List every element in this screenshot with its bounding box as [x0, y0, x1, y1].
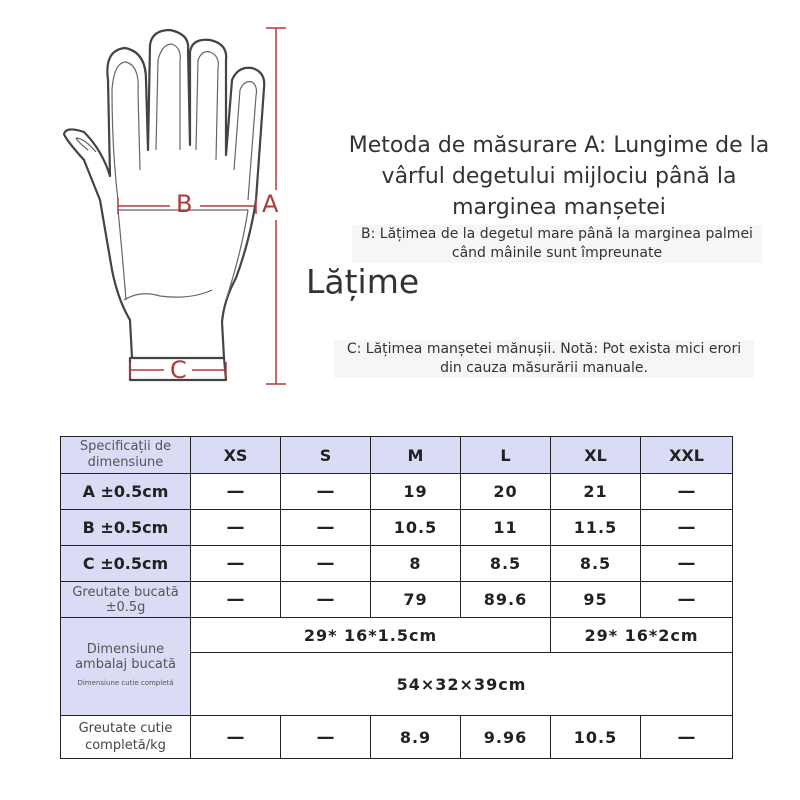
header-size: S: [281, 437, 371, 474]
cell-value: —: [191, 546, 281, 582]
header-size: L: [461, 437, 551, 474]
table-row: [61, 618, 733, 653]
cell-value: 29* 16*1.5cm: [191, 618, 551, 653]
table-header-row: [61, 437, 733, 474]
row-sublabel: Dimensiune cutie completă: [77, 679, 174, 687]
cell-value: 89.6: [461, 582, 551, 618]
header-size: XS: [191, 437, 281, 474]
row-label: Greutate cutie completă/kg: [61, 716, 191, 759]
cell-value: 8.5: [461, 546, 551, 582]
cell-value: —: [191, 510, 281, 546]
cell-value: —: [641, 716, 733, 759]
cell-value: —: [281, 510, 371, 546]
cell-value: 8.5: [551, 546, 641, 582]
width-heading: Lățime: [306, 262, 420, 301]
row-label: Greutate bucată ±0.5g: [61, 582, 191, 618]
cell-value: 11: [461, 510, 551, 546]
cell-value: —: [281, 546, 371, 582]
cell-value: 29* 16*2cm: [551, 618, 733, 653]
cell-value: 54×32×39cm: [191, 653, 733, 716]
table-row: [61, 474, 733, 510]
cell-value: —: [641, 510, 733, 546]
cell-value: —: [191, 582, 281, 618]
cell-value: 20: [461, 474, 551, 510]
cell-value: —: [641, 582, 733, 618]
method-a-text: Metoda de măsurare A: Lungime de la vârful degetului mijlociu până la marginea manșetei: [348, 133, 770, 220]
cell-value: —: [281, 582, 371, 618]
cell-value: —: [641, 474, 733, 510]
cell-value: 10.5: [551, 716, 641, 759]
cell-value: 10.5: [371, 510, 461, 546]
header-spec-label: Specificații de dimensiune: [61, 437, 191, 474]
cell-value: 8.9: [371, 716, 461, 759]
cell-value: 11.5: [551, 510, 641, 546]
size-spec-table: [60, 436, 733, 759]
cell-value: —: [641, 546, 733, 582]
row-label: A ±0.5cm: [61, 474, 191, 510]
table-row: [61, 510, 733, 546]
dimension-a-label: A: [262, 190, 279, 218]
table-row: [61, 716, 733, 759]
cell-value: 79: [371, 582, 461, 618]
table-row: [61, 546, 733, 582]
dimension-c-label: C: [170, 356, 187, 384]
cell-value: —: [281, 474, 371, 510]
dimension-b-label: B: [176, 190, 193, 218]
note-b-text: B: Lățimea de la degetul mare până la marginea palmei când mâinile sunt împreunate: [352, 225, 762, 263]
note-c-text: C: Lățimea manșetei mănușii. Notă: Pot exista mici erori din cauza măsurării manuale.: [334, 340, 754, 378]
cell-value: 19: [371, 474, 461, 510]
cell-value: —: [191, 474, 281, 510]
cell-value: 9.96: [461, 716, 551, 759]
header-size: M: [371, 437, 461, 474]
cell-value: —: [281, 716, 371, 759]
row-label: B ±0.5cm: [61, 510, 191, 546]
header-size: XL: [551, 437, 641, 474]
table-row: [61, 582, 733, 618]
header-size: XXL: [641, 437, 733, 474]
row-label: Dimensiune ambalaj bucată: [75, 642, 176, 672]
cell-value: 8: [371, 546, 461, 582]
package-label-cell: [61, 618, 191, 716]
cell-value: 21: [551, 474, 641, 510]
row-label: C ±0.5cm: [61, 546, 191, 582]
cell-value: 95: [551, 582, 641, 618]
cell-value: —: [191, 716, 281, 759]
